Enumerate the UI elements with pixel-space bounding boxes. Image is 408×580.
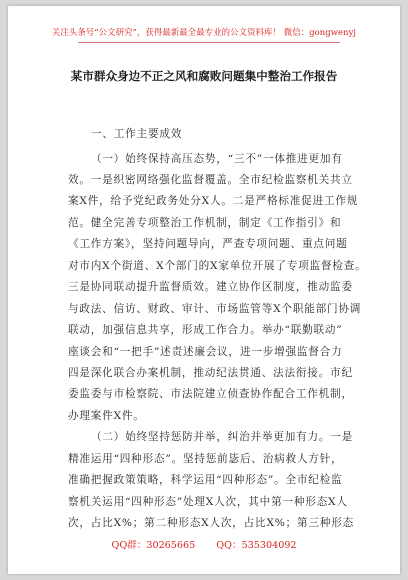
paragraph-line: （二）始终坚持惩防并举，纠治并举更加有力。一是: [91, 431, 354, 443]
paragraph-line: 联动，加强信息共享，形成工作合力。举办“联勤联动”: [68, 324, 343, 336]
paragraph-line: 案X件，给予党纪政务处分X人。二是严格标准促进工作规: [68, 195, 359, 207]
paragraph-line: 察机关运用“四种形态”处理X人次，其中第一种形态X人: [68, 496, 348, 508]
paragraph-line: 四是深化联合办案机制，推动纪法贯通、法法衔接。市纪: [68, 367, 353, 379]
paragraph-line: 《工作方案》，坚持问题导向，严查专项问题、重点问题: [68, 238, 348, 250]
paragraph-line: 对市内X个街道、X个部门的X家单位开展了专项监督检查。: [68, 260, 367, 272]
paragraph-line: 效。一是织密网络强化监督覆盖。全市纪检监察机关共立: [68, 174, 353, 186]
paragraph-line: 精准运用“四种形态”。坚持惩前毖后、治病救人方针，: [68, 453, 343, 465]
paragraph-line: 委监委与市检察院、市法院建立侦查协作配合工作机制，: [68, 388, 353, 400]
paragraph-line: 座谈会和“一把手”述责述廉会议，进一步增强监督合力: [68, 346, 343, 358]
paragraph-line: 与政法、信访、财政、审计、市场监管等X个职能部门协调: [68, 303, 362, 315]
paragraph-line: 次，占比X%；第二种形态X人次，占比X%；第三种形态: [68, 517, 355, 529]
document-title: 某市群众身边不正之风和腐败问题集中整治工作报告: [70, 69, 338, 83]
document-page: [8, 6, 400, 574]
paragraph-line: （一）始终保持高压态势，“三不”一体推进更加有: [91, 153, 343, 165]
paragraph-line: 范。健全完善专项整治工作机制，制定《工作指引》和: [68, 217, 342, 229]
section-heading: 一、工作主要成效: [91, 128, 183, 140]
paragraph-line: 三是协同联动提升监督质效。建立协作区制度，推动监委: [68, 281, 353, 293]
paragraph-line: 办理案件X件。: [68, 410, 145, 422]
header-note: 关注头条号“公文研究”，获得最新最全最专业的公文资料库！ 微信：gongwenyj: [51, 27, 357, 37]
qq-group-number: QQ群：30265665: [111, 540, 196, 551]
qq-number: QQ：535304092: [216, 540, 297, 551]
header-divider: [78, 42, 340, 43]
footer-contact: [8, 537, 400, 551]
paragraph-line: 准确把握政策策略，科学运用“四种形态”。全市纪检监: [68, 474, 343, 486]
